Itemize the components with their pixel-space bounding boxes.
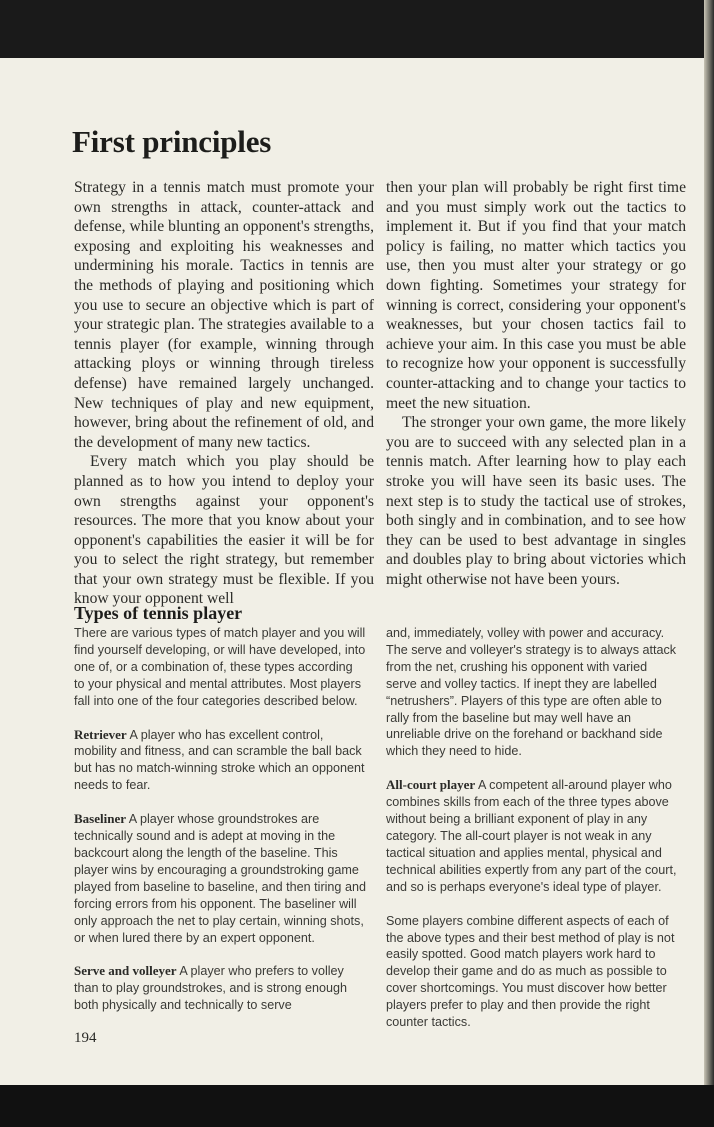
- types-right-column: [386, 625, 678, 1048]
- scan-bottom-band: [0, 1085, 714, 1127]
- baseliner-text: A player whose groundstrokes are technically sound and is adept at moving in the backcourt along the length of the baseline. This player wins by encouraging a groundstroking game played from baseline to baseline, and then tiring and forcing errors from his opponent. The baseliner will only approach the net to play certain, winning shots, or when lured there by an expert opponent.: [74, 812, 366, 945]
- types-left-column: [74, 625, 366, 1031]
- section-heading: Types of tennis player: [74, 603, 243, 623]
- serve-volley-continued: and, immediately, volley with power and accuracy. The serve and volleyer's strategy is to always attack from the net, crushing his opponent with varied serve and volley tactics. If inept they are labelled “netrushers”. Players of this type are often able to rally from the baseline but may well have an unreliable drive on the forehand or backhand side which they need to hide.: [386, 626, 677, 759]
- baseliner-entry: [74, 811, 366, 946]
- page-title: First principles: [72, 124, 272, 159]
- paragraph: Strategy in a tennis match must promote your own strengths in attack, counter-attack and defense, while blunting an opponent's strengths, exposing and exploiting his weaknesses and undermining his morale. Tactics in tennis are the methods of playing and positioning which you use to secure an objective which is part of your strategic plan. The strategies available to a tennis player (for example, winning through attacking ploys or winning through tireless defense) have remained largely unchanged. New techniques of play and new equipment, however, bring about the refinement of old, and the development of many new tactics.: [74, 179, 374, 451]
- page-edge-shadow: [704, 0, 714, 1127]
- baseliner-term: Baseliner: [74, 811, 126, 827]
- all-court-entry: [386, 777, 678, 895]
- all-court-term: All-court player: [386, 777, 476, 793]
- serve-volley-term: Serve and volleyer: [74, 963, 177, 979]
- paragraph: The stronger your own game, the more likely you are to succeed with any selected plan in a tennis match. After learning how to play each stroke you will have seen its basic uses. The next step is to study the tactical use of strokes, both singly and in combination, and to see how they can be used to best advantage in singles and doubles play to bring about victories which might otherwise not have been yours.: [386, 414, 686, 588]
- book-page: [0, 58, 706, 1085]
- retriever-text: A player who has excellent control, mobility and fitness, and can scramble the ball back but has no match-winning stroke which an opponent needs to fear.: [74, 727, 365, 793]
- retriever-term: Retriever: [74, 726, 127, 742]
- types-intro: There are various types of match player and you will find yourself developing, or will have developed, into one of, or a combination of, these types according to your physical and mental attributes. Most players fall into one of the four categories described below.: [74, 626, 366, 708]
- page-number: 194: [74, 1030, 97, 1046]
- serve-volley-entry: [74, 963, 366, 1014]
- retriever-entry: [74, 727, 366, 795]
- all-court-text: A competent all-around player who combines skills from each of the three types above without being a brilliant exponent of play in any category. The all-court player is not weak in any tactical situation and applies mental, physical and technical abilities expertly from any part of the court, and so is perhaps everyone's ideal type of player.: [386, 778, 677, 894]
- main-text-left-column: [74, 178, 374, 609]
- closing-paragraph: Some players combine different aspects of each of the above types and their best method of play is not easily spotted. Good match players work hard to develop their game and do as much as possible to cover shortcomings. You must discover how better players prefer to play and then provide the right counter tactics.: [386, 913, 675, 1030]
- serve-volley-text: A player who prefers to volley than to play groundstrokes, and is strong enough both physically and technically to serve: [74, 964, 348, 1013]
- main-text-right-column: [386, 178, 686, 589]
- paragraph: then your plan will probably be right first time and you must simply work out the tactics to implement it. But if you find that your match policy is failing, no matter which tactics you use, then you must alter your strategy or go down fighting. Sometimes your strategy for winning is correct, considering your opponent's weaknesses, but your chosen tactics fail to achieve your aim. In this case you must be able to recognize how your opponent is successfully counter-attacking and to change your tactics to meet the new situation.: [386, 179, 686, 412]
- paragraph: Every match which you play should be planned as to how you intend to deploy your own strengths against your opponent's resources. The more that you know about your opponent's capabilities the easier it will be for you to select the right strategy, but remember that your own strategy must be flexible. If you know your opponent well: [74, 453, 374, 608]
